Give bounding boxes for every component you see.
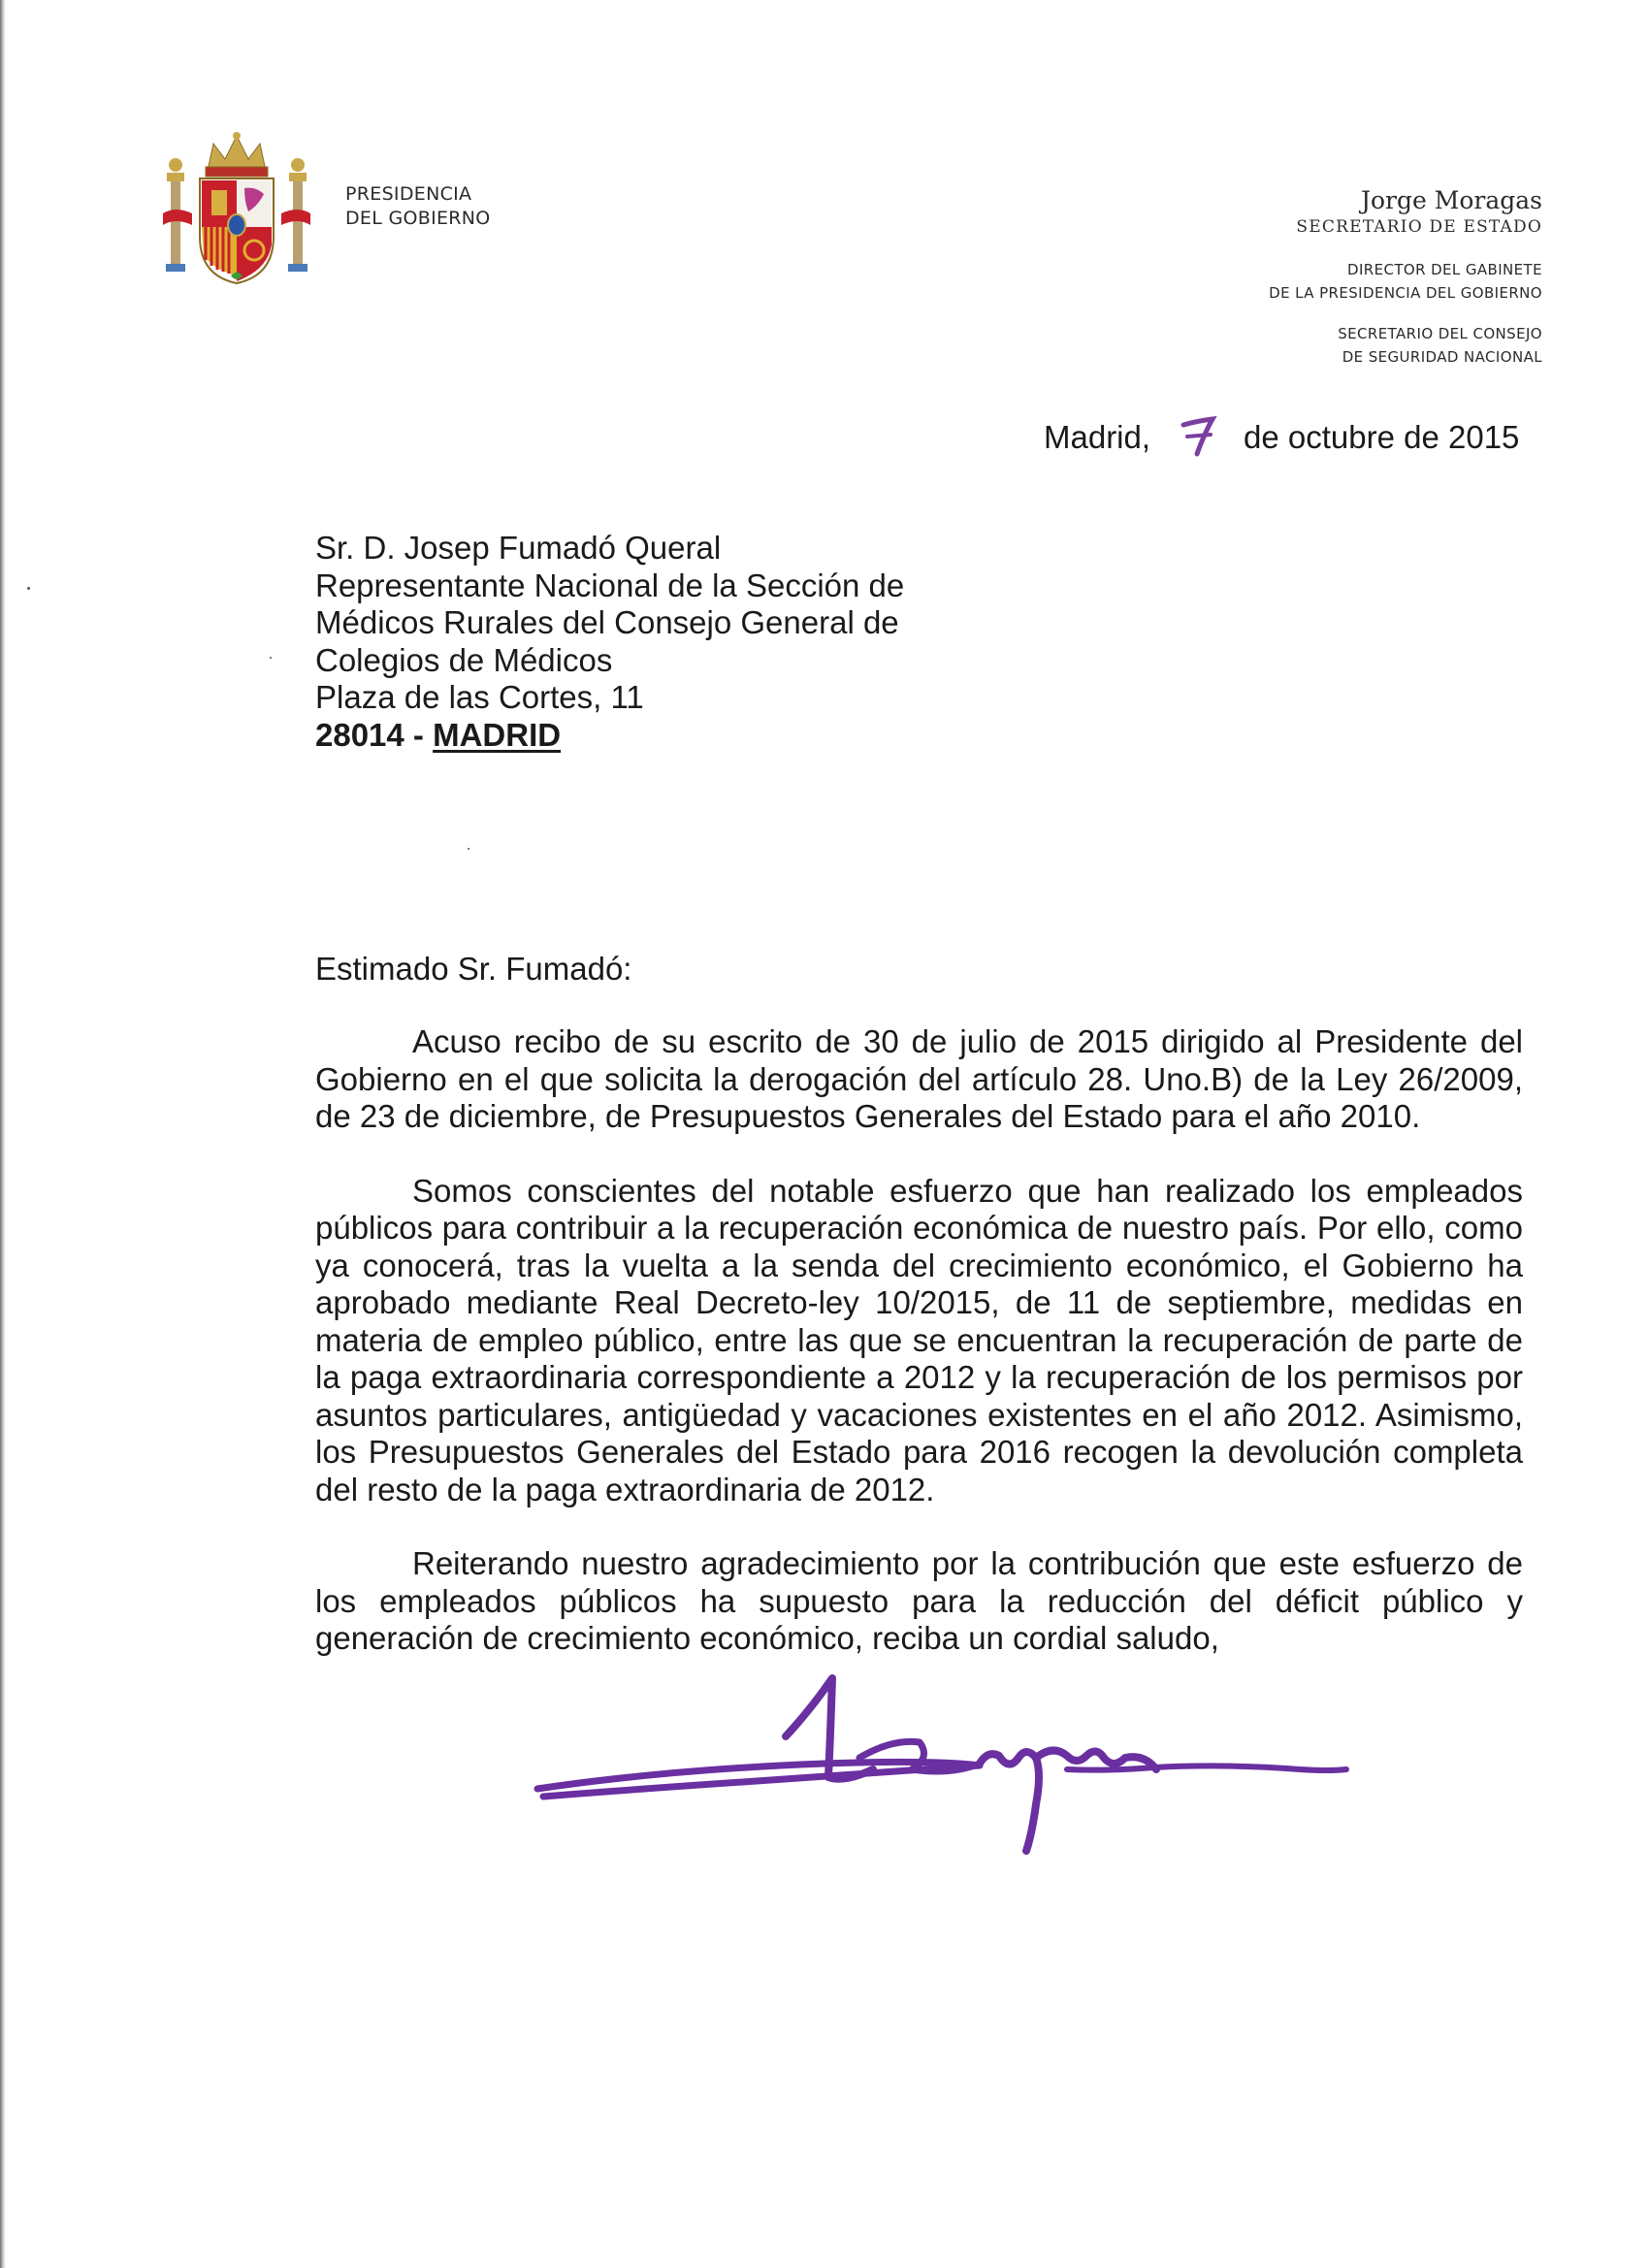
sender-role-1 [1269, 258, 1542, 305]
paragraph-2: Somos conscientes del notable esfuerzo que han realizado los empleados públicos para contribuir a la recuperación económica de nuestro país. Por ello, como ya conocerá, tras la vuelta a la senda del crecimiento económico, el Gobierno ha aprobado mediante Real Decreto-ley 10/2015, de 11 de septiembre, medidas en materia de empleo público, entre las que se encuentran la recuperación de parte de la paga extraordinaria correspondiente a 2012 y la recuperación de los permisos por asuntos particulares, antigüedad y vacaciones existentes en el año 2012. Asimismo, los Presupuestos Generales del Estado para 2016 recogen la devolución completa del resto de la paga extraordinaria de 2012. [315, 1172, 1523, 1507]
paragraph-3: Reiterando nuestro agradecimiento por la contribución que este esfuerzo de los empleados públicos ha supuesto para la reducción del déficit público y generación de crecimiento económico, reciba un cordial saludo, [315, 1545, 1523, 1656]
scan-speck [270, 657, 272, 659]
coat-of-arms-icon [163, 130, 310, 285]
handwritten-signature-icon [524, 1649, 1358, 1863]
salutation: Estimado Sr. Fumadó: [315, 951, 632, 987]
handwritten-day-seven [1178, 411, 1226, 460]
paragraph-1: Acuso recibo de su escrito de 30 de julio de 2015 dirigido al Presidente del Gobierno en el que solicita la derogación del artículo 28. Uno.B) de la Ley 26/2009, de 23 de diciembre, de Presupuestos Generales del Estado para el año 2010. [315, 1023, 1523, 1134]
postal-city: MADRID [433, 716, 562, 753]
sender-role-1-line-1: DIRECTOR DEL GABINETE [1347, 261, 1542, 278]
scan-speck [27, 587, 30, 590]
sender-role-1-line-2: DE LA PRESIDENCIA DEL GOBIERNO [1269, 284, 1542, 302]
org-line-2: DEL GOBIERNO [345, 208, 491, 229]
org-line-1: PRESIDENCIA [345, 183, 472, 205]
sender-title: SECRETARIO DE ESTADO [1296, 217, 1542, 237]
recipient-line-5: Plaza de las Cortes, 11 [315, 679, 644, 715]
organization-header [345, 182, 491, 231]
recipient-address [315, 530, 904, 754]
postal-code: 28014 [315, 716, 404, 753]
sender-role-2-line-2: DE SEGURIDAD NACIONAL [1342, 348, 1542, 366]
letter-body [315, 1023, 1523, 1695]
recipient-line-3: Médicos Rurales del Consejo General de [315, 604, 899, 640]
sender-role-2 [1269, 322, 1542, 369]
postal-separator: - [404, 716, 434, 753]
sender-block [1269, 186, 1542, 386]
recipient-line-2: Representante Nacional de la Sección de [315, 567, 905, 603]
recipient-postal-line [315, 717, 904, 755]
recipient-line-1: Sr. D. Josep Fumadó Queral [315, 530, 722, 566]
sender-name: Jorge Moragas [1360, 186, 1542, 214]
scan-edge-shadow [0, 0, 6, 2268]
recipient-line-4: Colegios de Médicos [315, 641, 613, 678]
sender-role-2-line-1: SECRETARIO DEL CONSEJO [1338, 325, 1542, 342]
scan-speck [468, 848, 469, 850]
date-month-year: de octubre de 2015 [1244, 419, 1520, 455]
date-city: Madrid, [1044, 419, 1151, 455]
